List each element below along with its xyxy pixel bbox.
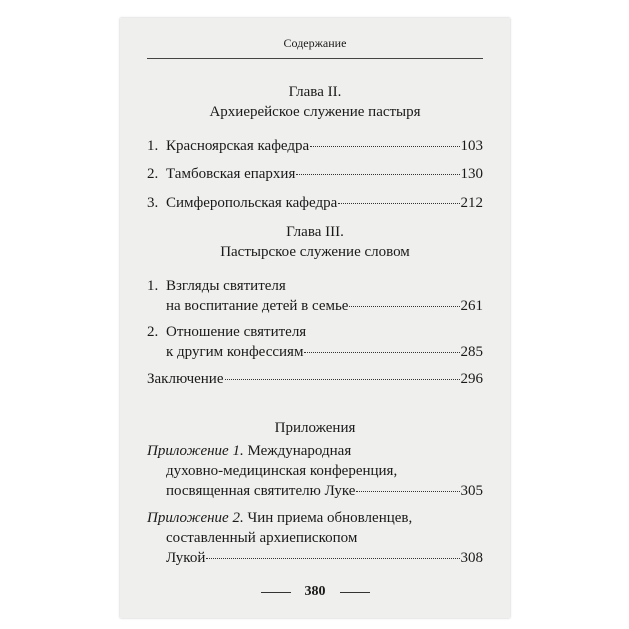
toc-entry-upbringing — [147, 276, 483, 316]
entry-title: Тамбовская епархия — [166, 166, 296, 182]
entry-page: 308 — [460, 550, 483, 566]
toc-entry-appendix-2 — [147, 508, 483, 568]
entry-number: 2. — [147, 166, 159, 182]
folio-dash-right — [340, 592, 370, 593]
entry-title-line-2: духовно-медицинская конференция, — [166, 463, 398, 479]
appendices-heading: Приложения — [274, 420, 356, 436]
toc-entry-conclusion — [147, 369, 483, 389]
leader-dots — [225, 379, 460, 380]
leader-dots — [310, 146, 459, 147]
leader-dots — [349, 306, 459, 307]
chapter-3-label: Глава III. — [286, 224, 344, 240]
toc-entry-tambov — [147, 164, 483, 184]
leader-dots — [296, 174, 459, 175]
entry-page: 285 — [460, 344, 483, 360]
chapter-2-heading — [120, 82, 510, 122]
appendix-label: Приложение 1. — [147, 443, 244, 459]
chapter-3-title: Пастырское служение словом — [220, 244, 410, 260]
entry-number: 1. — [147, 138, 159, 154]
entry-title-line-1: Отношение святителя — [166, 324, 307, 340]
entry-number: 1. — [147, 278, 159, 294]
entry-page: 103 — [460, 138, 483, 154]
entry-page: 305 — [460, 483, 483, 499]
appendix-label: Приложение 2. — [147, 510, 244, 526]
entry-page: 261 — [460, 298, 483, 314]
folio-dash-left — [261, 592, 291, 593]
entry-number: 2. — [147, 324, 159, 340]
toc-entry-krasnoyarsk — [147, 136, 483, 156]
entry-page: 296 — [460, 371, 483, 387]
entry-title-line-3: посвященная святителю Луке — [166, 483, 356, 499]
entry-title-line-1: Международная — [247, 443, 352, 459]
entry-title-line-1: Взгляды святителя — [166, 278, 286, 294]
header-rule — [147, 58, 483, 59]
entry-title-line-1: Чин приема обновленцев, — [247, 510, 413, 526]
leader-dots — [206, 558, 459, 559]
toc-entry-confessions — [147, 322, 483, 362]
entry-title: Заключение — [147, 371, 224, 387]
entry-page: 212 — [460, 195, 483, 211]
running-head: Содержание — [283, 36, 347, 50]
chapter-2-title: Архиерейское служение пастыря — [209, 104, 421, 120]
entry-page: 130 — [460, 166, 483, 182]
entry-number: 3. — [147, 195, 159, 211]
chapter-2-label: Глава II. — [288, 84, 342, 100]
folio-number: 380 — [304, 584, 326, 599]
book-page — [120, 18, 510, 618]
leader-dots — [304, 352, 459, 353]
page-folio — [120, 584, 510, 600]
leader-dots — [338, 203, 459, 204]
toc-entry-simferopol — [147, 193, 483, 213]
entry-title-line-2: составленный архиепископом — [166, 530, 358, 546]
chapter-3-heading — [120, 222, 510, 262]
toc-entry-appendix-1 — [147, 441, 483, 501]
entry-title-line-2: на воспитание детей в семье — [166, 298, 349, 314]
leader-dots — [356, 491, 459, 492]
entry-title-line-2: к другим конфессиям — [166, 344, 304, 360]
entry-title-line-3: Лукой — [166, 550, 206, 566]
entry-title: Симферопольская кафедра — [166, 195, 338, 211]
entry-title: Красноярская кафедра — [166, 138, 310, 154]
